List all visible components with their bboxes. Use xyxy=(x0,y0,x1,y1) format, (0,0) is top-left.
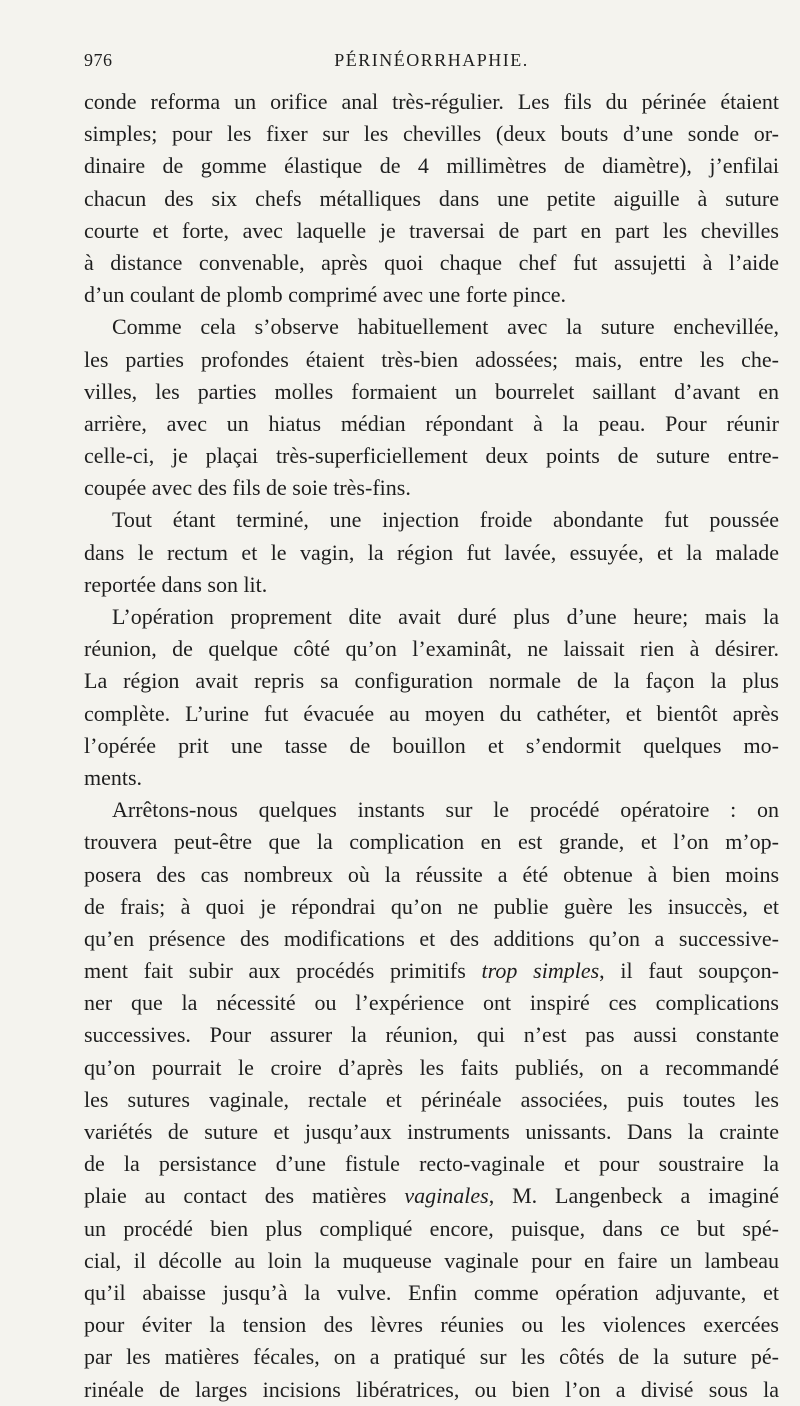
text-line: rinéale de larges incisions libératrices, ou bien l’on a divisé sous la xyxy=(84,1376,779,1402)
text-line: à distance convenable, après quoi chaque chef fut assujetti à l’aide xyxy=(84,249,779,275)
text-line: réunion, de quelque côté qu’on l’examinât, ne laissait rien à désirer. xyxy=(84,636,779,662)
text-line: ments. xyxy=(84,764,143,790)
text-line: les sutures vaginale, rectale et périnéale associées, puis toutes les xyxy=(84,1086,779,1112)
text-line: conde reforma un orifice anal très-régulier. Les fils du périnée étaient xyxy=(84,89,779,114)
text-line: de la persistance d’une fistule recto-vaginale et pour soustraire la xyxy=(84,1151,779,1177)
page-header xyxy=(84,50,779,80)
text-line: Comme cela s’observe habituellement avec la suture enchevillée, xyxy=(112,314,779,340)
running-title: PÉRINÉORRHAPHIE. xyxy=(334,50,529,70)
text-line: Arrêtons-nous quelques instants sur le procédé opératoire : on xyxy=(112,797,779,823)
text-line: qu’il abaisse jusqu’à la vulve. Enfin comme opération adjuvante, et xyxy=(84,1279,779,1305)
page-number: 976 xyxy=(84,50,113,70)
text-line: pour éviter la tension des lèvres réunies ou les violences exercées xyxy=(84,1312,779,1338)
text-line: simples; pour les fixer sur les chevilles (deux bouts d’une sonde or- xyxy=(84,121,779,147)
text-line: de frais; à quoi je répondrai qu’on ne publie guère les insuccès, et xyxy=(84,893,779,919)
text-line: arrière, avec un hiatus médian répondant à la peau. Pour réunir xyxy=(84,410,779,436)
text-line: L’opération proprement dite avait duré plus d’une heure; mais la xyxy=(112,604,779,629)
text-line: celle-ci, je plaçai très-superficiellement deux points de suture entre- xyxy=(84,443,779,469)
text-line: villes, les parties molles formaient un bourrelet saillant d’avant en xyxy=(84,378,779,404)
text-line: cial, il décolle au loin la muqueuse vaginale pour en faire un lambeau xyxy=(84,1247,779,1273)
text-line: par les matières fécales, on a pratiqué sur les côtés de la suture pé- xyxy=(84,1344,779,1370)
text-line: variétés de suture et jusqu’aux instruments unissants. Dans la crainte xyxy=(84,1119,779,1144)
text-line: dans le rectum et le vagin, la région fut lavée, essuyée, et la malade xyxy=(84,539,779,565)
text-line: coupée avec des fils de soie très-fins. xyxy=(84,475,411,501)
text-line: ment fait subir aux procédés primitifs trop simples, il faut soupçon- xyxy=(84,958,779,984)
text-line: complète. L’urine fut évacuée au moyen du cathéter, et bientôt après xyxy=(84,700,779,726)
text-line: trouvera peut-être que la complication en est grande, et l’on m’op- xyxy=(84,829,779,855)
text-line: courte et forte, avec laquelle je traversai de part en part les chevilles xyxy=(84,217,779,243)
text-line: ner que la nécessité ou l’expérience ont inspiré ces complications xyxy=(84,990,779,1016)
text-line: l’opérée prit une tasse de bouillon et s’endormit quelques mo- xyxy=(84,732,779,758)
text-line: plaie au contact des matières vaginales, M. Langenbeck a imaginé xyxy=(84,1183,779,1209)
text-line: d’un coulant de plomb comprimé avec une forte pince. xyxy=(84,282,566,308)
text-line: posera des cas nombreux où la réussite a été obtenue à bien moins xyxy=(84,861,779,887)
text-line: reportée dans son lit. xyxy=(84,571,268,597)
text-line: un procédé bien plus compliqué encore, puisque, dans ce but spé- xyxy=(84,1215,779,1241)
text-line: successives. Pour assurer la réunion, qui n’est pas aussi constante xyxy=(84,1022,779,1048)
text-line: qu’en présence des modifications et des additions qu’on a successive- xyxy=(84,925,779,951)
text-line: chacun des six chefs métalliques dans une petite aiguille à suture xyxy=(84,185,779,211)
text-line: les parties profondes étaient très-bien adossées; mais, entre les che- xyxy=(84,346,779,372)
text-line: dinaire de gomme élastique de 4 millimètres de diamètre), j’enfilai xyxy=(84,153,779,179)
text-line: La région avait repris sa configuration normale de la façon la plus xyxy=(84,668,779,694)
text-line: qu’on pourrait le croire d’après les faits publiés, on a recommandé xyxy=(84,1054,779,1080)
body-text xyxy=(84,86,779,1406)
text-line: Tout étant terminé, une injection froide abondante fut poussée xyxy=(112,507,779,533)
